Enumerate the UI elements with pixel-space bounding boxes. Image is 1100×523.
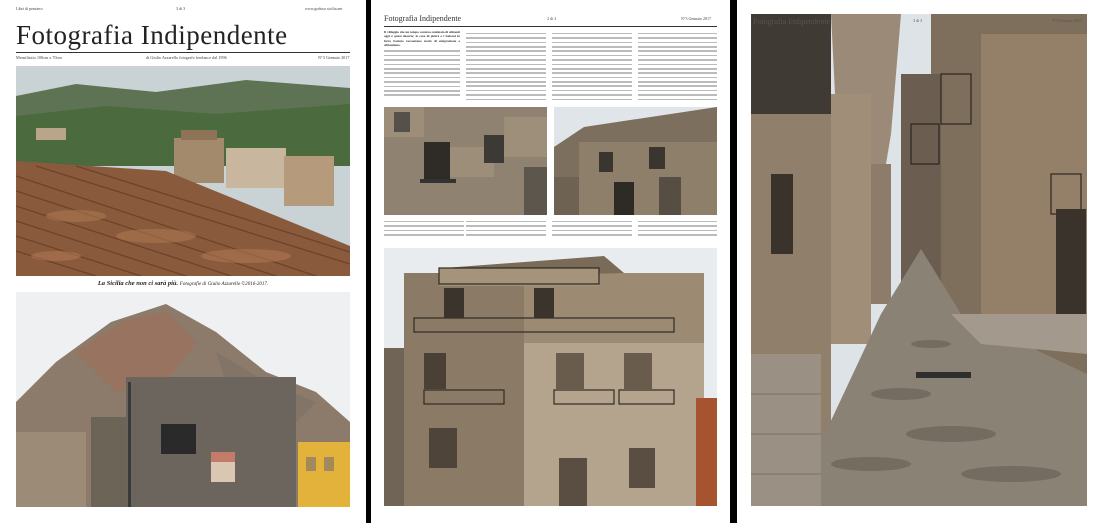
old-house-photo <box>554 107 717 215</box>
subline-left: Mensilizzio 100cm x 70cm <box>16 55 62 60</box>
page3-header-center: 3 di 3 <box>913 18 923 23</box>
text-column-6 <box>466 218 546 238</box>
photo-caption <box>16 280 350 287</box>
text-column-5 <box>384 218 464 238</box>
page3-header-left: Fotografia Indipendente <box>753 17 831 26</box>
text-column-8 <box>638 218 717 238</box>
page3-header-right: N°3 Gennaio 2017 <box>1052 18 1083 23</box>
building-balconies-photo <box>384 248 717 506</box>
page2-header-left: Fotografia Indipendente <box>384 14 462 23</box>
masthead-rule <box>16 52 350 53</box>
page2-header-right: N°3 Gennaio 2017 <box>681 16 712 21</box>
page-2 <box>371 0 730 523</box>
page2-header-center: 2 di 3 <box>547 16 557 21</box>
mountain-house-photo <box>16 292 350 507</box>
text-column-4 <box>638 30 717 103</box>
page-3 <box>737 0 1100 523</box>
text-column-7 <box>552 218 632 238</box>
page2-rule <box>384 26 717 27</box>
subline-center: di Giulio Azzarello fotografo freelance dal 1996 <box>146 55 227 60</box>
subline-right: N°3 Gennaio 2017 <box>318 55 350 60</box>
caption-credit: Fotografie di Giulio Azzarello ©2016-2017. <box>179 282 269 287</box>
page-1 <box>0 0 366 523</box>
rooftops-photo <box>16 66 350 276</box>
lead-text: Il villaggio che un tempo contava centinaia di abitanti oggi è quasi deserto; le case di pietra e i balconi in ferro battuto raccontano storie di emigrazione e abbandono. <box>384 30 460 48</box>
header-left: Libri di pensiero <box>16 6 43 11</box>
stone-facade-photo <box>384 107 547 215</box>
text-column-3 <box>552 30 632 103</box>
caption-title: La Sicilia che non ci sarà più. <box>97 280 179 287</box>
alley-street-photo <box>751 14 1087 506</box>
masthead-title: Fotografia Indipendente <box>16 20 288 50</box>
header-center: 3 di 3 <box>176 6 186 11</box>
text-column-1 <box>384 30 460 99</box>
header-right: www.goduso.sicilia.net <box>305 6 343 11</box>
text-column-2 <box>466 30 546 103</box>
